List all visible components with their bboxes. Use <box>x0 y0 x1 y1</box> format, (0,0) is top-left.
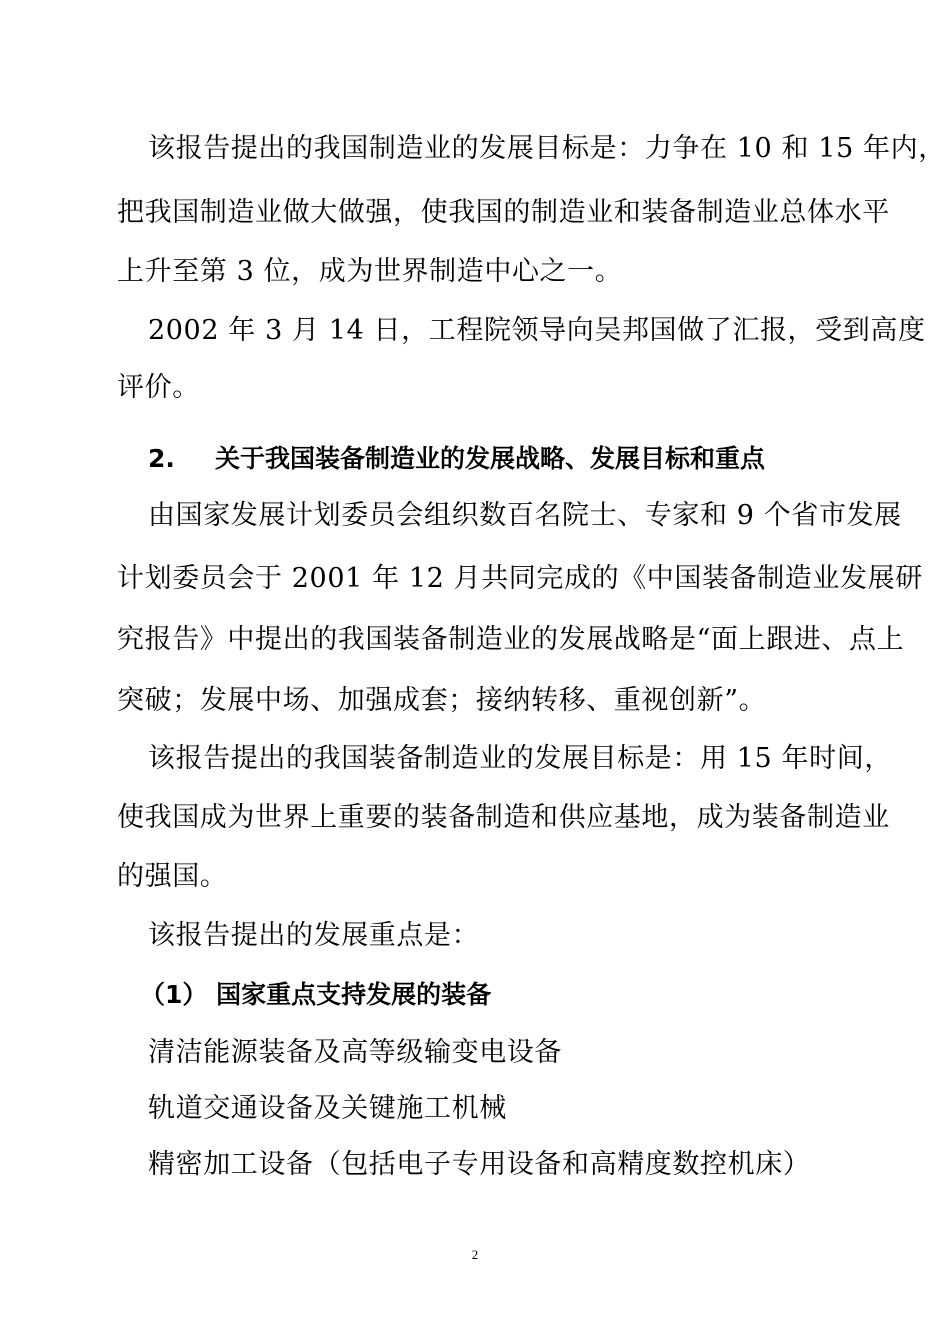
strategy-line: 由国家发展计划委员会组织数百名院士、专家和 9 个省市发展 <box>148 500 902 531</box>
goal-line: 的强国。 <box>117 861 228 892</box>
section-heading-number: 2. <box>148 444 175 473</box>
strategy-line: 究报告》中提出的我国装备制造业的发展战略是“面上跟进、点上 <box>117 624 905 655</box>
section-heading-title: 关于我国装备制造业的发展战略、发展目标和重点 <box>215 444 766 473</box>
goal-line: 该报告提出的我国装备制造业的发展目标是：用 15 年时间， <box>148 743 892 774</box>
strategy-line: 计划委员会于 2001 年 12 月共同完成的《中国装备制造业发展研 <box>117 563 923 594</box>
goal-line: 使我国成为世界上重要的装备制造和供应基地，成为装备制造业 <box>117 802 890 833</box>
paragraph-line: 该报告提出的我国制造业的发展目标是：力争在 10 和 15 年内， <box>148 133 946 164</box>
strategy-line: 突破；发展中场、加强成套；接纳转移、重视创新”。 <box>117 685 767 716</box>
equipment-item: 精密加工设备（包括电子专用设备和高精度数控机床） <box>148 1149 811 1180</box>
subheading: （1） 国家重点支持发展的装备 <box>140 980 492 1009</box>
page-number: 2 <box>471 1247 479 1262</box>
paragraph-line: 上升至第 3 位，成为世界制造中心之一。 <box>117 256 623 287</box>
paragraph-line: 把我国制造业做大做强，使我国的制造业和装备制造业总体水平 <box>117 197 890 228</box>
paragraph-line: 评价。 <box>117 372 200 403</box>
equipment-item: 轨道交通设备及关键施工机械 <box>148 1093 507 1124</box>
focus-intro: 该报告提出的发展重点是： <box>148 920 480 951</box>
equipment-item: 清洁能源装备及高等级输变电设备 <box>148 1037 562 1068</box>
paragraph-line: 2002 年 3 月 14 日，工程院领导向吴邦国做了汇报，受到高度 <box>148 315 926 346</box>
